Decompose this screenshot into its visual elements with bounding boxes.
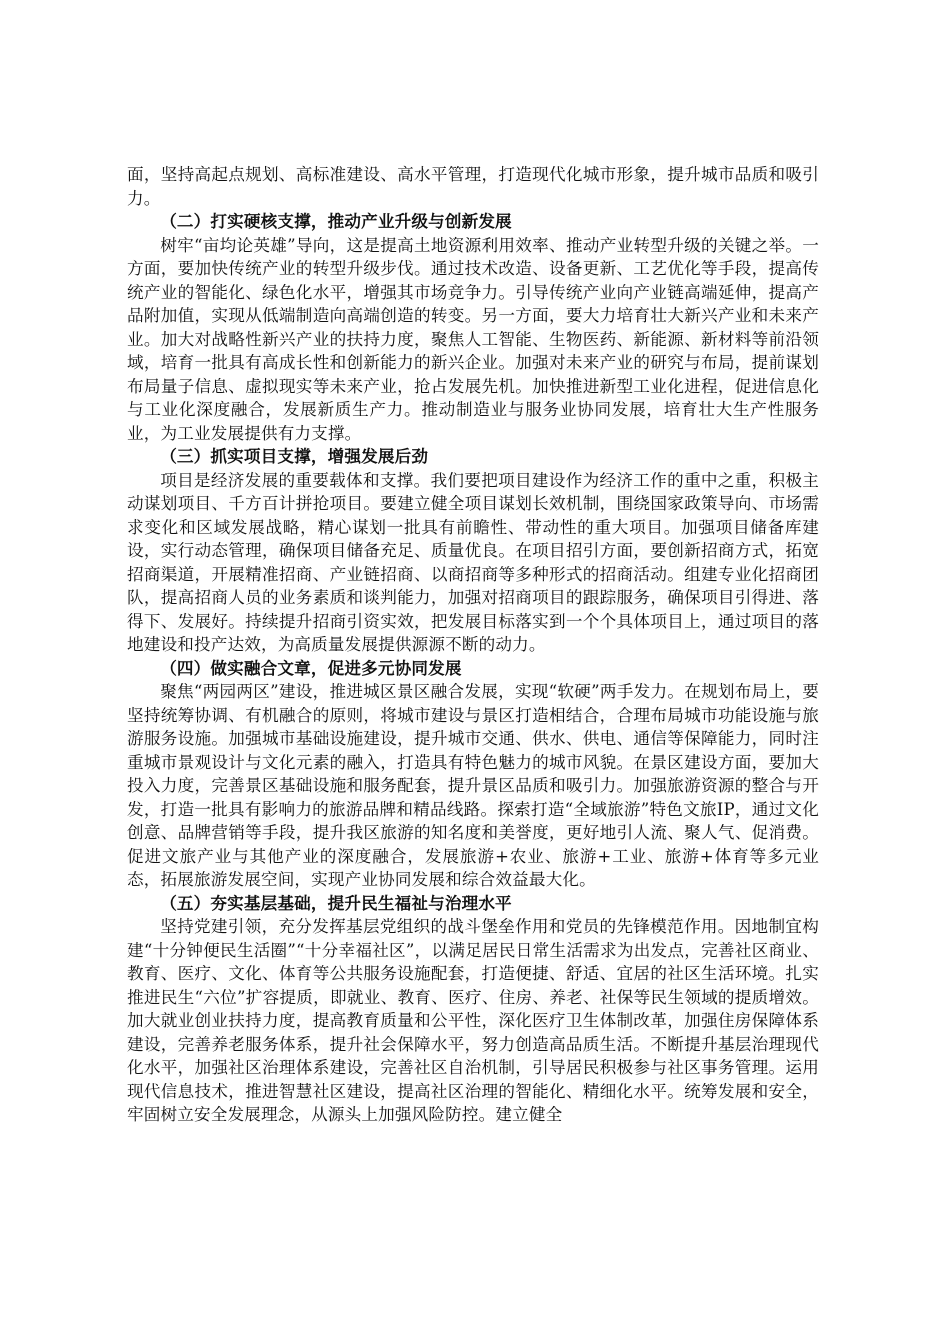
section-heading-4: （四）做实融合文章，促进多元协同发展 [160, 657, 462, 678]
paragraph-industry: 树牢“亩均论英雄”导向，这是提高土地资源利用效率、推动产业转型升级的关键之举。一方面，要加快传统产业的转型升级步伐。通过技术改造、设备更新、工艺优化等手段，提高传统产业的智能化、绿色化水平，增强其市场竞争力。引导传统产业向产业链高端延伸，提高产品附加值，实现从低端制造向高端创造的转变。另一方面，要大力培育壮大新兴产业和未来产业。加大对战略性新兴产业的扶持力度，聚焦人工智能、生物医药、新能源、新材料等前沿领域，培育一批具有高成长性和创新能力的新兴企业。加强对未来产业的研究与布局，提前谋划布局量子信息、虚拟现实等未来产业，抢占发展先机。加快推进新型工业化进程，促进信息化与工业化深度融合，发展新质生产力。推动制造业与服务业协同发展，培育壮大生产性服务业，为工业发展提供有力支撑。 [127, 235, 819, 443]
continued-paragraph: 面，坚持高起点规划、高标准建设、高水平管理，打造现代化城市形象，提升城市品质和吸引力。 [127, 165, 819, 208]
section-heading-2: （二）打实硬核支撑，推动产业升级与创新发展 [160, 211, 512, 231]
paragraph-grassroots: 坚持党建引领，充分发挥基层党组织的战斗堡垒作用和党员的先锋模范作用。因地制宜构建“十分钟便民生活圈”“十分幸福社区”，以满足居民日常生活需求为出发点，完善社区商业、教育、医疗、文化、体育等公共服务设施配套，打造便捷、舒适、宜居的社区生活环境。扎实推进民生“六位”扩容提质，即就业、教育、医疗、住房、养老、社保等民生领域的提质增效。加大就业创业扶持力度，提高教育质量和公平性，深化医疗卫生体制改革，加强住房保障体系建设，完善养老服务体系，提升社会保障水平，努力创造高品质生活。不断提升基层治理现代化水平，加强社区治理体系建设，完善社区自治机制，引导居民积极参与社区事务管理。运用现代信息技术，推进智慧社区建设，提高社区治理的智能化、精细化水平。统筹发展和安全，牢固树立安全发展理念，从源头上加强风险防控。建立健全 [127, 917, 819, 1124]
section-heading-5: （五）夯实基层基础，提升民生福祉与治理水平 [160, 892, 512, 913]
paragraph-projects: 项目是经济发展的重要载体和支撑。我们要把项目建设作为经济工作的重中之重，积极主动谋划项目、千方百计拼抢项目。要建立健全项目谋划长效机制，围绕国家政策导向、市场需求变化和区域发展战略，精心谋划一批具有前瞻性、带动性的重大项目。加强项目储备库建设，实行动态管理，确保项目储备充足、质量优良。在项目招引方面，要创新招商方式，拓宽招商渠道，开展精准招商、产业链招商、以商招商等多种形式的招商活动。组建专业化招商团队，提高招商人员的业务素质和谈判能力，加强对招商项目的跟踪服务，确保项目引得进、落得下、发展好。持续提升招商引资实效，把发展目标落实到一个个具体项目上，通过项目的落地建设和投产达效，为高质量发展提供源源不断的动力。 [127, 470, 819, 654]
document-page [127, 163, 819, 1127]
paragraph-integration: 聚焦“两园两区”建设，推进城区景区融合发展，实现“软硬”两手发力。在规划布局上，要坚持统筹协调、有机融合的原则，将城市建设与景区打造相结合，合理布局城市功能设施与旅游服务设施。加强城市基础设施建设，提升城市交通、供水、供电、通信等保障能力，同时注重城市景观设计与文化元素的融入，打造具有特色魅力的城市风貌。在景区建设方面，要加大投入力度，完善景区基础设施和服务配套，提升景区品质和吸引力。加强旅游资源的整合与开发，打造一批具有影响力的旅游品牌和精品线路。探索打造“全域旅游”特色文旅IP，通过文化创意、品牌营销等手段，提升我区旅游的知名度和美誉度，更好地引人流、聚人气、促消费。促进文旅产业与其他产业的深度融合，发展旅游+农业、旅游+工业、旅游+体育等多元业态，拓展旅游发展空间，实现产业协同发展和综合效益最大化。 [127, 682, 819, 889]
section-heading-3: （三）抓实项目支撑，增强发展后劲 [160, 446, 429, 466]
